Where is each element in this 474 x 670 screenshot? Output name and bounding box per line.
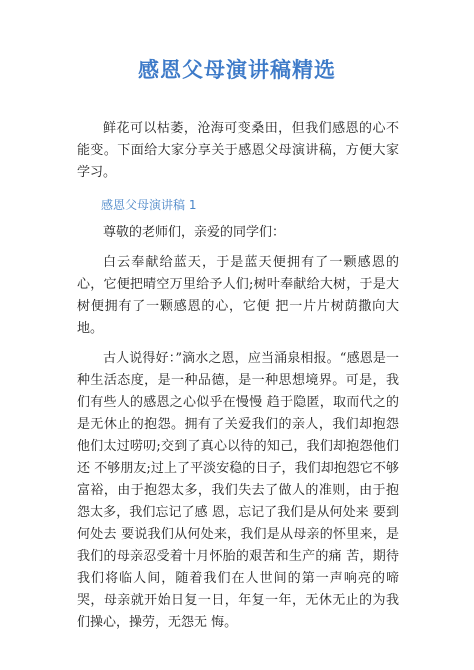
- salutation-paragraph: 尊敬的老师们，亲爱的同学们：: [103, 225, 286, 240]
- document-title: 感恩父母演讲稿精选: [138, 58, 336, 82]
- body-paragraph-1: 白云奉献给蓝天，于是蓝天便拥有了一颗感恩的心，它便把晴空万里给予人们;树叶奉献给大树，于是大树便拥有了一颗感恩的心，它便 把一片片树荫撒向大地。: [77, 255, 399, 336]
- document-body: [77, 118, 399, 634]
- section-heading: 感恩父母演讲稿 1: [101, 198, 197, 212]
- intro-paragraph: 鲜花可以枯萎，沧海可变桑田，但我们感恩的心不能变。下面给大家分享关于感恩父母演讲稿，方便大家学习。: [77, 121, 399, 180]
- body-paragraph-2: 古人说得好：”滴水之恩，应当涌泉相报。“感恩是一种生活态度，是一种品德，是一种思想境界。可是，我们有些人的感恩之心似乎在慢慢 趋于隐匿，取而代之的是无休止的抱怨。拥有了关爱我们的亲人，我们却抱怨他们太过唠叨;交到了真心以待的知己，我们却抱怨他们还 不够朋友;过上了平淡安稳的日子，我们却抱怨它不够富裕，由于抱怨太多，我们失去了做人的准则，由于抱怨太多，我们忘记了感 恩，忘记了我们是从何处来 要到何处去 要说我们从何处来，我们是从母亲的怀里来，是我们的母亲忍受着十月怀胎的艰苦和生产的痛 苦，期待我们将临人间，随着我们在人世间的第一声响亮的啼哭，母亲就开始日复一日，年复一年，无休无止的为我们操心，操劳，无怨无 悔。: [77, 351, 399, 630]
